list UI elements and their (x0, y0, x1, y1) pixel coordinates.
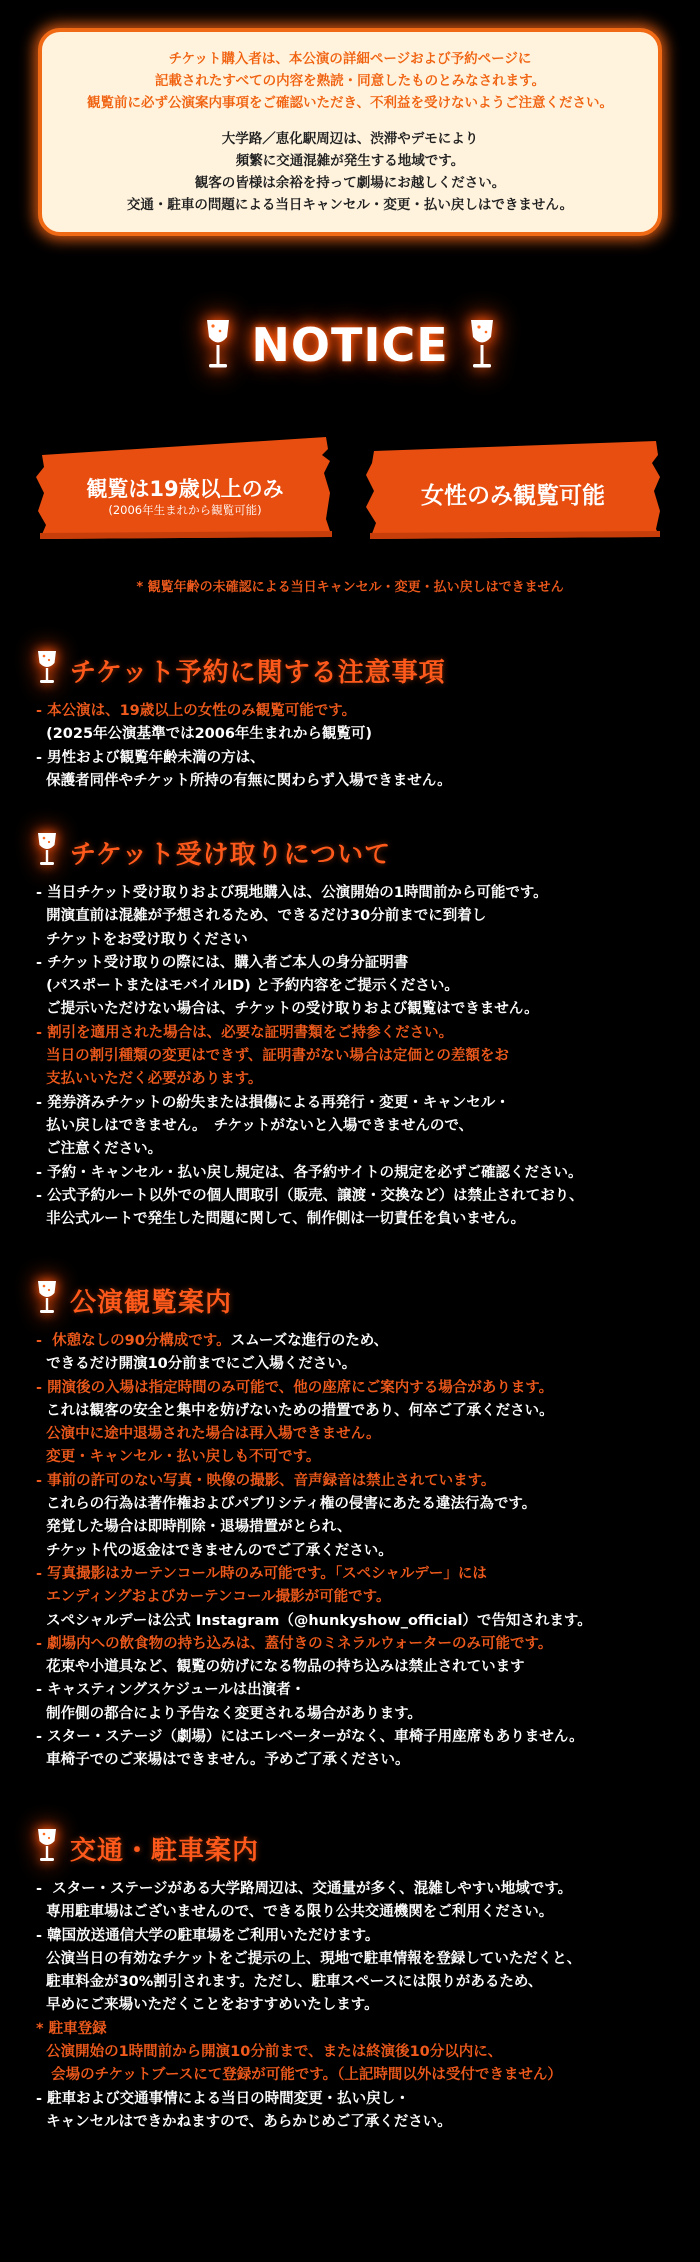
section-line: - 事前の許可のない写真・映像の撮影、音声録音は禁止されています。 (36, 1472, 496, 1489)
section-line: できるだけ開演10分前までにご入場ください。 (36, 1356, 357, 1373)
section-line: - 劇場内への飲食物の持ち込みは、蓋付きのミネラルウォーターのみ可能です。 (36, 1635, 553, 1652)
section-line: チケット代の返金はできませんのでご了承ください。 (36, 1542, 393, 1559)
section-line: 非公式ルートで発生した問題に関して、制作側は一切責任を負いません。 (36, 1211, 526, 1228)
section-line: ご注意ください。 (36, 1141, 163, 1158)
section-line: - 開演後の入場は指定時間のみ可能で、他の座席にご案内する場合があります。 (36, 1379, 554, 1396)
champagne-glass-icon (36, 1827, 58, 1869)
age-note: * 観覧年齢の未確認による当日キャンセル・変更・払い戻しはできません (136, 580, 564, 595)
section-line: これは観客の安全と集中を妨げないための措置であり、何卒ご了承ください。 (36, 1402, 554, 1419)
section-line: これらの行為は著作権およびパブリシティ権の侵害にあたる違法行為です。 (36, 1496, 537, 1513)
champagne-glass-icon (467, 317, 497, 373)
section-line: - キャスティングスケジュールは出演者・ (36, 1682, 306, 1699)
champagne-glass-icon (36, 1279, 58, 1321)
section-line: ご提示いただけない場合は、チケットの受け取りおよび観覧はできません。 (36, 1001, 539, 1018)
top-notice-line: 観客の皆様は余裕を持って劇場にお越しください。 (194, 175, 506, 191)
section-line: 公演中に途中退場された場合は再入場できません。 (36, 1426, 381, 1443)
top-notice-line: 記載されたすべての内容を熟読・同意したものとみなされます。 (154, 73, 546, 89)
section-line: - 男性および観覧年齢未満の方は、 (36, 749, 265, 766)
top-notice-line: チケット購入者は、本公演の詳細ページおよび予約ページに (168, 51, 532, 67)
section-line: - 韓国放送通信大学の駐車場をご利用いただけます。 (36, 1927, 380, 1944)
section-line: - 本公演は、19歳以上の女性のみ観覧可能です。 (36, 703, 357, 719)
section-line: - スター・ステージがある大学路周辺は、交通量が多く、混雑しやすい地域です。 (36, 1881, 573, 1897)
section-title-text: チケット受け取りについて (70, 839, 392, 870)
section-line: - 発券済みチケットの紛失または損傷による再発行・変更・キャンセル・ (36, 1094, 510, 1111)
women-only-banner (364, 433, 662, 541)
section-title (36, 1828, 259, 1868)
section-line: 保護者同伴やチケット所持の有無に関わらず入場できません。 (36, 772, 452, 789)
section-line: 公演当日の有効なチケットをご提示の上、現地で駐車情報を登録していただくと、 (36, 1950, 582, 1967)
section-line: (パスポートまたはモバイルID) と予約内容をご提示ください。 (36, 978, 459, 995)
section-line: - 公式予約ルート以外での個人間取引（販売、譲渡・交換など）は禁止されており、 (36, 1187, 584, 1204)
section-line: エンディングおよびカーテンコール撮影が可能です。 (36, 1589, 391, 1606)
top-notice-gap (42, 114, 658, 128)
champagne-glass-icon (203, 317, 233, 373)
top-notice-line: 観覧前に必ず公演案内事項をご確認いただき、不利益を受けないようご注意ください。 (87, 95, 613, 111)
section-line: 制作側の都合により予告なく変更される場合があります。 (36, 1705, 422, 1722)
section-line: - 当日チケット受け取りおよび現地購入は、公演開始の1時間前から可能です。 (36, 885, 548, 901)
section-body (36, 1330, 676, 1773)
section-line: 払い戻しはできません。 チケットがないと入場できませんので、 (36, 1117, 474, 1134)
section-line: 開演直前は混雑が予想されるため、できるだけ30分前までに到着し (36, 908, 487, 925)
section-title (36, 650, 446, 690)
section-line: 会場のチケットブースにて登録が可能です。（上記時間以外は受付できません） (36, 2067, 562, 2084)
section-line: 専用駐車場はございませんので、できる限り公共交通機関をご利用ください。 (36, 1904, 554, 1921)
age-banner-sub-text: (2006年生まれから観覧可能) (108, 503, 262, 517)
section-title (36, 832, 391, 872)
section-line: * 駐車登録 (36, 2020, 107, 2037)
top-notice-line: 交通・駐車の問題による当日キャンセル・変更・払い戻しはできません。 (126, 197, 574, 213)
section-line: 変更・キャンセル・払い戻しも不可です。 (36, 1449, 321, 1466)
top-notice-line: 頻繁に交通混雑が発生する地域です。 (235, 153, 465, 169)
champagne-glass-icon (36, 649, 58, 691)
section-line-rest: スムーズな進行のため、 (230, 1333, 389, 1349)
section-line: スペシャルデーは公式 Instagram（@hunkyshow_official）で告知されます。 (36, 1612, 592, 1629)
notice-header (0, 300, 700, 390)
section-line: 花束や小道具など、観覧の妨げになる物品の持ち込みは禁止されています (36, 1659, 525, 1676)
section-line: - 割引を適用された場合は、必要な証明書類をご持参ください。 (36, 1024, 454, 1041)
section-line: 公演開始の1時間前から開演10分前まで、または終演後10分以内に、 (36, 2044, 503, 2061)
champagne-glass-icon (36, 831, 58, 873)
section-title-text: 公演観覧案内 (70, 1287, 233, 1318)
top-notice-line: 大学路／恵化駅周辺は、渋滞やデモにより (221, 131, 479, 147)
section-line: - チケット受け取りの際には、購入者ご本人の身分証明書 (36, 954, 409, 971)
section-line: - スター・ステージ（劇場）にはエレベーターがなく、車椅子用座席もありません。 (36, 1729, 584, 1746)
section-body (36, 1878, 676, 2134)
section-title (36, 1280, 232, 1320)
age-restriction-banner (36, 433, 334, 541)
section-title-text: 交通・駐車案内 (70, 1835, 260, 1866)
section-line: 発覚した場合は即時削除・退場措置がとられ、 (36, 1519, 352, 1536)
section-line: 駐車料金が30%割引されます。ただし、駐車スペースには限りがあるため、 (36, 1974, 543, 1991)
section-line: 早めにご来場いただくことをおすすめいたします。 (36, 1997, 379, 2014)
section-line (36, 1330, 676, 1353)
notice-title: NOTICE (251, 318, 449, 372)
section-line: 当日の割引種類の変更はできず、証明書がない場合は定価との差額をお (36, 1048, 509, 1065)
section-line: - 予約・キャンセル・払い戻し規定は、各予約サイトの規定を必ずご確認ください。 (36, 1164, 583, 1181)
section-line: チケットをお受け取りください (36, 931, 248, 948)
top-notice-box (38, 28, 662, 236)
section-title-text: チケット予約に関する注意事項 (70, 657, 446, 688)
section-line: キャンセルはできかねますので、あらかじめご了承ください。 (36, 2113, 452, 2130)
section-body (36, 700, 676, 793)
section-line-highlight: - 休憩なしの90分構成です。 (36, 1333, 231, 1349)
section-line: - 駐車および交通事情による当日の時間変更・払い戻し・ (36, 2090, 410, 2107)
section-line: (2025年公演基準では2006年生まれから観覧可) (36, 726, 373, 743)
women-banner-main-text: 女性のみ観覧可能 (421, 483, 605, 509)
section-line: 支払いいただく必要があります。 (36, 1071, 263, 1088)
section-body (36, 882, 676, 1231)
section-line: - 写真撮影はカーテンコール時のみ可能です。「スペシャルデー」には (36, 1565, 487, 1582)
age-banner-main-text: 観覧は19歳以上のみ (86, 477, 284, 501)
section-line: 車椅子でのご来場はできません。予めご了承ください。 (36, 1752, 410, 1769)
